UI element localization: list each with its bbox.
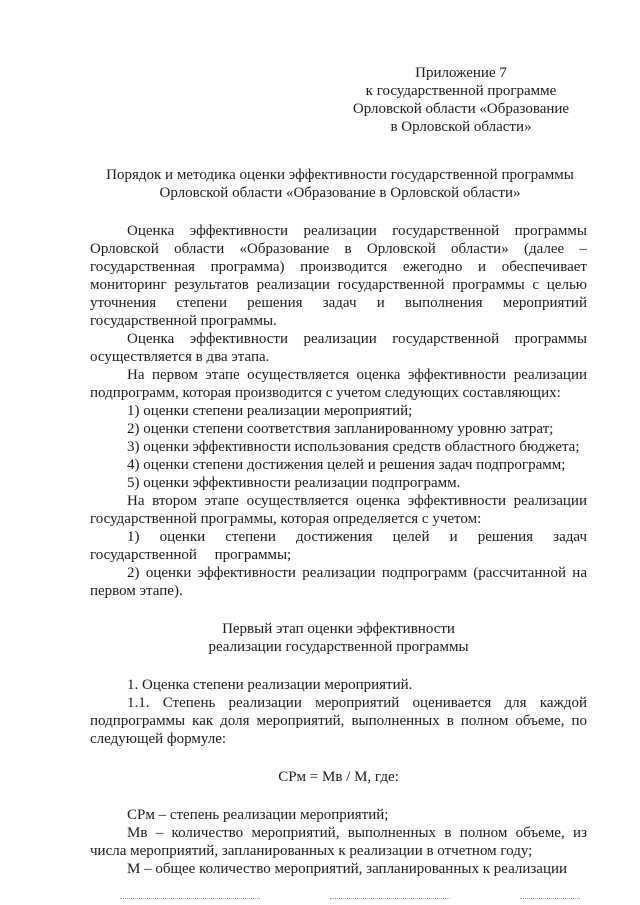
appendix-line: к государственной программе: [365, 83, 557, 99]
title-line: Порядок и методика оценки эффективности государственной программы: [106, 167, 574, 183]
appendix-line: Приложение 7: [415, 65, 507, 81]
list-item: 4) оценки степени достижения целей и решения задач подпрограмм;: [127, 457, 566, 473]
paragraph: М – общее количество мероприятий, запланированных к реализации: [127, 861, 568, 877]
paragraph: 1. Оценка степени реализации мероприятий.: [127, 677, 413, 693]
document-title: [90, 166, 590, 202]
paragraph: 1) оценки степени достижения целей и решения задач государственной программы;: [90, 529, 587, 563]
appendix-line: в Орловской области»: [390, 119, 532, 135]
paragraph: На первом этапе осуществляется оценка эффективности реализации подпрограмм, которая производится с учетом следующих составляющих:: [90, 367, 587, 401]
formula: СРм = Мв / М, где:: [278, 769, 399, 785]
list-item: 1) оценки степени реализации мероприятий;: [127, 403, 413, 419]
paragraph: Мв – количество мероприятий, выполненных в полном объеме, из числа мероприятий, запланированных к реализации в отчетном году;: [90, 825, 587, 859]
paragraph: На втором этапе осуществляется оценка эффективности реализации государственной программы, которая определяется с учетом:: [90, 493, 587, 527]
list-item: 2) оценки степени соответствия запланированному уровню затрат;: [127, 421, 554, 437]
paragraph: Оценка эффективности реализации государственной программы Орловской области «Образование в Орловской области» (далее – государственная программа) производится ежегодно и обеспечивает мониторинг результатов реализации государственной программы с целью уточнения степени решения задач и выполнения мероприятий государственной программы.: [90, 223, 587, 329]
scan-edge-line: [330, 898, 450, 900]
section-heading: реализации государственной программы: [208, 639, 469, 655]
list-item: 3) оценки эффективности использования средств областного бюджета;: [127, 439, 580, 455]
list-item: 5) оценки эффективности реализации подпрограмм.: [127, 475, 461, 491]
appendix-header: [335, 64, 587, 136]
paragraph: СРм – степень реализации мероприятий;: [127, 807, 389, 823]
appendix-line: Орловской области «Образование: [352, 101, 570, 117]
paragraph: 1.1. Степень реализации мероприятий оценивается для каждой подпрограммы как доля мероприятий, выполненных в полном объеме, по следующей формуле:: [90, 695, 587, 747]
title-line: Орловской области «Образование в Орловской области»: [159, 185, 521, 201]
paragraph: 2) оценки эффективности реализации подпрограмм (рассчитанной на первом этапе).: [90, 565, 587, 599]
document-body: [90, 222, 587, 878]
paragraph: Оценка эффективности реализации государственной программы осуществляется в два этапа.: [90, 331, 587, 365]
section-heading: Первый этап оценки эффективности: [222, 621, 455, 637]
scan-edge-line: [520, 898, 580, 900]
scan-edge-line: [120, 898, 260, 900]
